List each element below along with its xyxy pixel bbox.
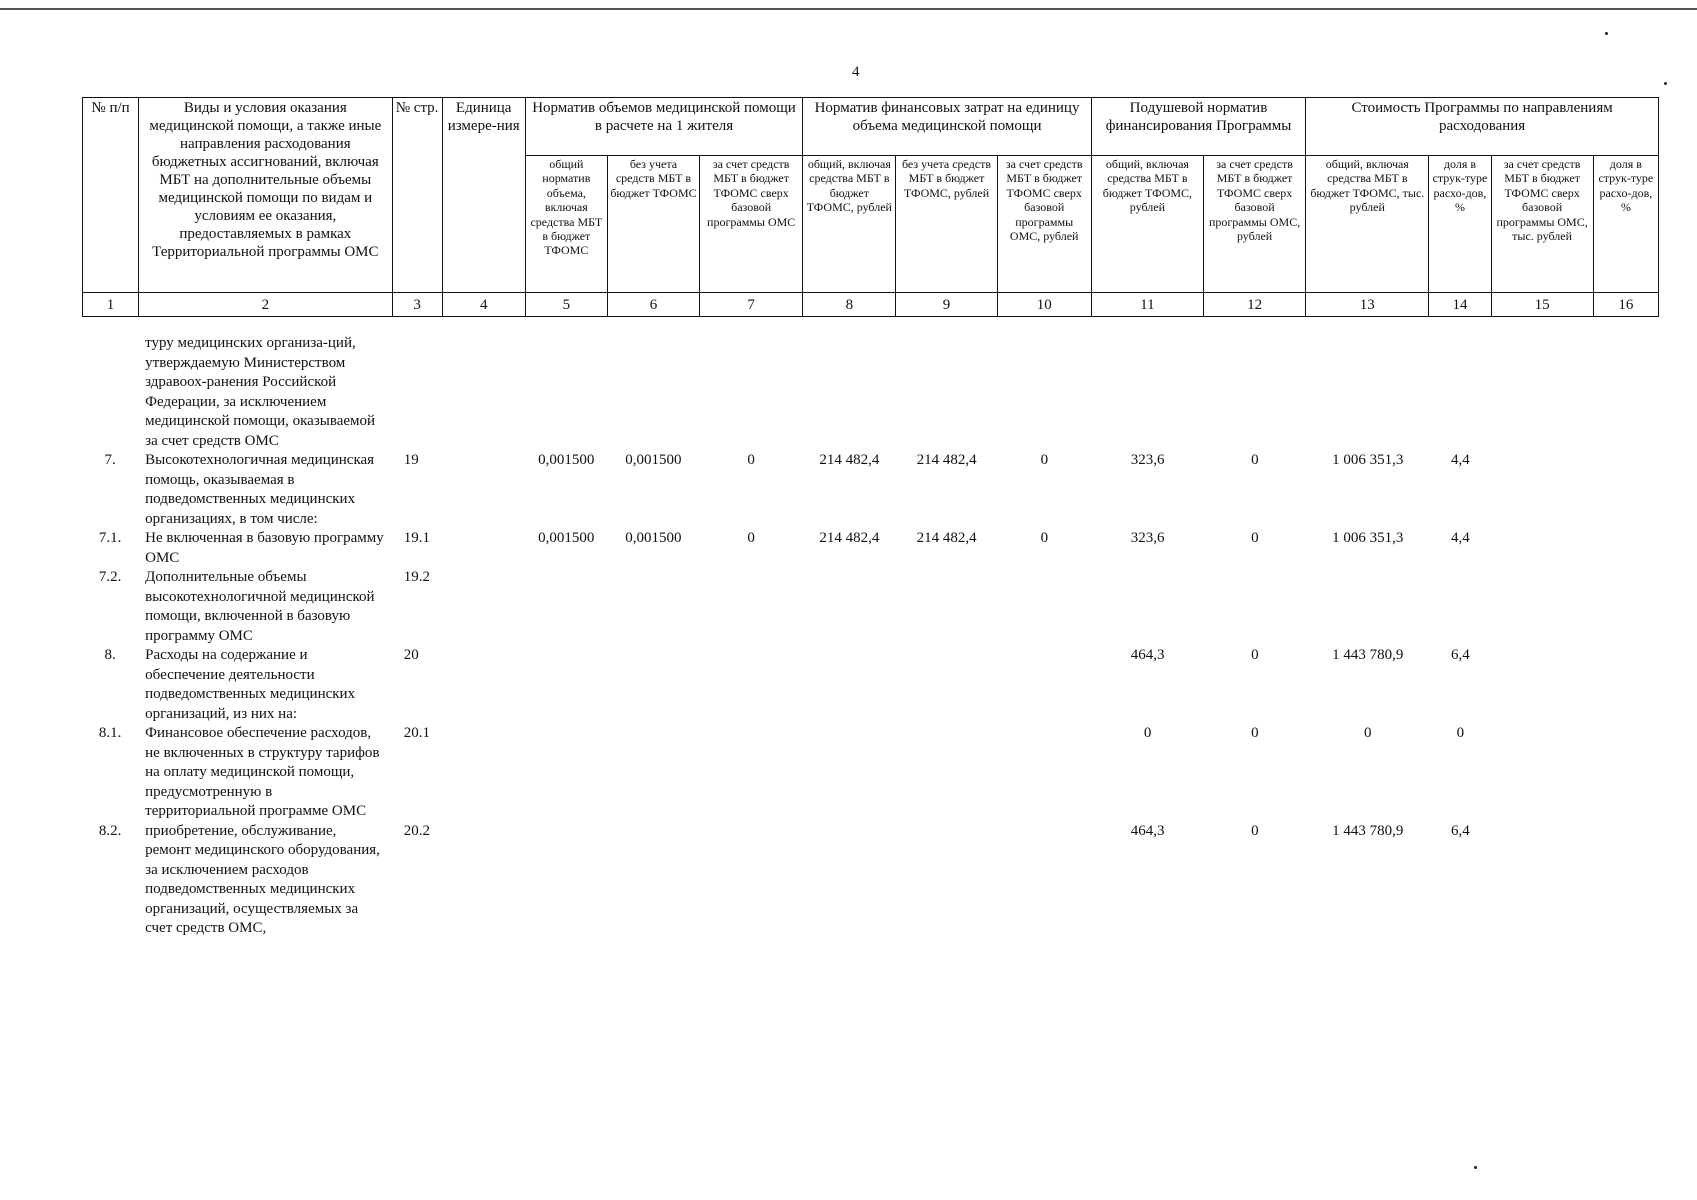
row-description: Дополнительные объемы высокотехнологичной медицинской помощи, включенной в базовую программу ОМС (145, 569, 375, 644)
row-value (997, 646, 1091, 724)
row-value: 0 (1251, 530, 1259, 546)
subheader: за счет средств МБТ в бюджет ТФОМС сверх базовой программы ОМС, рублей (997, 156, 1091, 293)
column-number: 16 (1593, 293, 1658, 317)
scan-speck (1474, 1166, 1477, 1169)
row-description: Не включенная в базовую программу ОМС (145, 530, 384, 566)
row-value: 0 (1251, 647, 1259, 663)
row-value (700, 334, 803, 451)
table-row (82, 822, 1659, 939)
row-value (1594, 568, 1659, 646)
row-line-number: 19 (403, 452, 419, 468)
column-number: 8 (803, 293, 896, 317)
row-value (1492, 822, 1594, 939)
subheader: без учета средств МБТ в бюджет ТФОМС, рублей (896, 156, 997, 293)
row-value (803, 646, 896, 724)
row-value (1594, 451, 1659, 529)
row-value (803, 822, 896, 939)
header-col-unit: Единица измере-ния (442, 98, 525, 293)
row-description: туру медицинских организа-ций, утверждаемую Министерством здравоох-ранения Российской Федерации, за исключением медицинской помощи, оказываемой за счет средств ОМС (145, 335, 376, 449)
row-value: 1 443 780,9 (1332, 647, 1404, 663)
row-unit (442, 822, 525, 939)
row-value: 214 482,4 (819, 530, 880, 546)
row-value (607, 822, 699, 939)
row-value (896, 646, 997, 724)
subheader: доля в струк-туре расхо-дов, % (1429, 156, 1491, 293)
row-value (700, 822, 803, 939)
row-value (1492, 334, 1594, 451)
row-value: 1 443 780,9 (1332, 822, 1404, 839)
row-value: 0 (747, 452, 755, 468)
table-row (82, 451, 1659, 529)
row-value (1492, 724, 1594, 822)
column-number: 2 (139, 293, 392, 317)
header-group-program-cost: Стоимость Программы по направлениям расходования (1306, 98, 1659, 156)
column-number: 10 (997, 293, 1091, 317)
row-value (1594, 529, 1659, 568)
row-unit (442, 646, 525, 724)
row-value (1429, 334, 1491, 451)
row-value (803, 568, 896, 646)
row-value: 0,001500 (625, 452, 682, 468)
subheader: общий, включая средства МБТ в бюджет ТФОМС, тыс. рублей (1306, 156, 1429, 293)
row-line-number: 19.1 (403, 530, 431, 546)
row-value (997, 724, 1091, 822)
header-col-name: Виды и условия оказания медицинской помощи, а также иные направления расходования бюджетных ассигнований, включая МБТ на дополнительные объемы медицинской помощи по видам и условиям ее оказания, предоставляемых в рамках Территориальной программы ОМС (139, 98, 392, 293)
column-number: 7 (700, 293, 803, 317)
row-value (1429, 568, 1491, 646)
row-line-number: 20.2 (403, 822, 431, 839)
table-row (82, 568, 1659, 646)
row-description: Финансовое обеспечение расходов, не включенных в структуру тарифов на оплату медицинской помощи, предусмотренную в территориальной программе ОМС (145, 725, 380, 819)
row-value: 0 (1251, 822, 1259, 839)
page-number: 4 (852, 64, 860, 80)
row-value (1092, 568, 1204, 646)
row-value: 214 482,4 (916, 530, 977, 546)
row-value: 0 (1251, 725, 1259, 741)
header-col-number: № п/п (83, 98, 139, 293)
row-value (525, 646, 607, 724)
row-value (700, 568, 803, 646)
row-number: 7. (104, 452, 116, 468)
row-value (607, 646, 699, 724)
row-value: 6,4 (1451, 647, 1470, 663)
row-value: 214 482,4 (819, 452, 880, 468)
row-value (607, 334, 699, 451)
row-value: 1 006 351,3 (1332, 452, 1404, 468)
table-body (82, 334, 1659, 939)
row-value (1492, 568, 1594, 646)
row-value (803, 334, 896, 451)
row-unit (442, 529, 525, 568)
row-value: 4,4 (1451, 452, 1470, 468)
row-value: 464,3 (1130, 822, 1165, 839)
row-number (82, 334, 138, 451)
row-value (1594, 822, 1659, 939)
header-group-cost: Норматив финансовых затрат на единицу объема медицинской помощи (803, 98, 1092, 156)
row-unit (442, 451, 525, 529)
column-number: 5 (525, 293, 607, 317)
row-number: 8.2. (98, 822, 122, 839)
scan-speck (1664, 82, 1667, 85)
row-value: 0,001500 (538, 530, 595, 546)
row-value (607, 724, 699, 822)
row-value: 0 (1456, 725, 1465, 741)
row-value: 0 (1040, 452, 1049, 468)
row-value (525, 568, 607, 646)
header-group-per-capita: Подушевой норматив финансирования Программы (1091, 98, 1305, 156)
row-value (1204, 334, 1306, 451)
row-value (1492, 529, 1594, 568)
column-number: 3 (392, 293, 442, 317)
table-row (82, 334, 1659, 451)
row-value: 323,6 (1130, 530, 1165, 546)
row-line-number: 20.1 (403, 725, 431, 741)
row-value (997, 334, 1091, 451)
table-row (82, 529, 1659, 568)
row-value (1204, 568, 1306, 646)
column-number: 6 (607, 293, 699, 317)
row-value: 0,001500 (538, 452, 595, 468)
row-value (1594, 724, 1659, 822)
subheader: общий, включая средства МБТ в бюджет ТФОМС, рублей (803, 156, 896, 293)
column-number: 4 (442, 293, 525, 317)
row-number: 7.2. (98, 569, 122, 585)
row-value (1594, 334, 1659, 451)
row-description: Расходы на содержание и обеспечение деятельности подведомственных медицинских организаций, из них на: (145, 647, 356, 722)
row-value: 0 (1251, 452, 1259, 468)
table-header (82, 97, 1659, 317)
subheader: общий норматив объема, включая средства МБТ в бюджет ТФОМС (525, 156, 607, 293)
column-number: 11 (1091, 293, 1203, 317)
row-value (896, 822, 997, 939)
row-value (700, 646, 803, 724)
row-value (1492, 451, 1594, 529)
row-value (1092, 334, 1204, 451)
row-line-number: 20 (403, 647, 419, 663)
header-col-line: № стр. (392, 98, 442, 293)
subheader: общий, включая средства МБТ в бюджет ТФОМС, рублей (1091, 156, 1203, 293)
row-value (896, 334, 997, 451)
row-line-number (392, 334, 442, 451)
row-value (700, 724, 803, 822)
row-value (803, 724, 896, 822)
row-description: приобретение, обслуживание, ремонт медицинского оборудования, за исключением расходов подведомственных медицинских организаций, осуществляемых за счет средств ОМС, (145, 822, 380, 936)
row-unit (442, 724, 525, 822)
row-value (1306, 334, 1429, 451)
subheader: за счет средств МБТ в бюджет ТФОМС сверх базовой программы ОМС (700, 156, 803, 293)
scan-top-border (0, 8, 1697, 10)
row-value (896, 724, 997, 822)
row-value (1492, 646, 1594, 724)
subheader: без учета средств МБТ в бюджет ТФОМС (607, 156, 699, 293)
subheader: доля в струк-туре расхо-дов, % (1593, 156, 1658, 293)
row-value (525, 334, 607, 451)
row-value (1306, 568, 1429, 646)
column-number: 13 (1306, 293, 1429, 317)
row-value: 464,3 (1130, 647, 1165, 663)
row-value: 0,001500 (625, 530, 682, 546)
row-number: 8. (104, 647, 116, 663)
row-value: 0 (747, 530, 755, 546)
row-value (896, 568, 997, 646)
subheader: за счет средств МБТ в бюджет ТФОМС сверх базовой программы ОМС, рублей (1204, 156, 1306, 293)
column-number: 14 (1429, 293, 1491, 317)
row-value: 323,6 (1130, 452, 1165, 468)
row-unit (442, 568, 525, 646)
row-number: 8.1. (98, 725, 122, 741)
row-value (997, 822, 1091, 939)
row-value (997, 568, 1091, 646)
row-value (607, 568, 699, 646)
row-value: 214 482,4 (916, 452, 977, 468)
column-number: 12 (1204, 293, 1306, 317)
row-line-number: 19.2 (403, 569, 431, 585)
row-value (525, 822, 607, 939)
row-value: 0 (1040, 530, 1049, 546)
row-value: 0 (1143, 725, 1152, 741)
row-value: 0 (1363, 725, 1372, 741)
scan-speck (1605, 32, 1608, 35)
column-number: 1 (83, 293, 139, 317)
row-description: Высокотехнологичная медицинская помощь, оказываемая в подведомственных медицинских организациях, в том числе: (145, 452, 375, 527)
row-value: 4,4 (1451, 530, 1470, 546)
row-number: 7.1. (98, 530, 122, 546)
column-number: 9 (896, 293, 997, 317)
row-unit (442, 334, 525, 451)
row-value (1594, 646, 1659, 724)
row-value (525, 724, 607, 822)
column-number: 15 (1491, 293, 1593, 317)
row-value: 1 006 351,3 (1332, 530, 1404, 546)
table-row (82, 646, 1659, 724)
header-group-volume: Норматив объемов медицинской помощи в расчете на 1 жителя (525, 98, 803, 156)
table-row (82, 724, 1659, 822)
subheader: за счет средств МБТ в бюджет ТФОМС сверх базовой программы ОМС, тыс. рублей (1491, 156, 1593, 293)
row-value: 6,4 (1451, 822, 1470, 839)
